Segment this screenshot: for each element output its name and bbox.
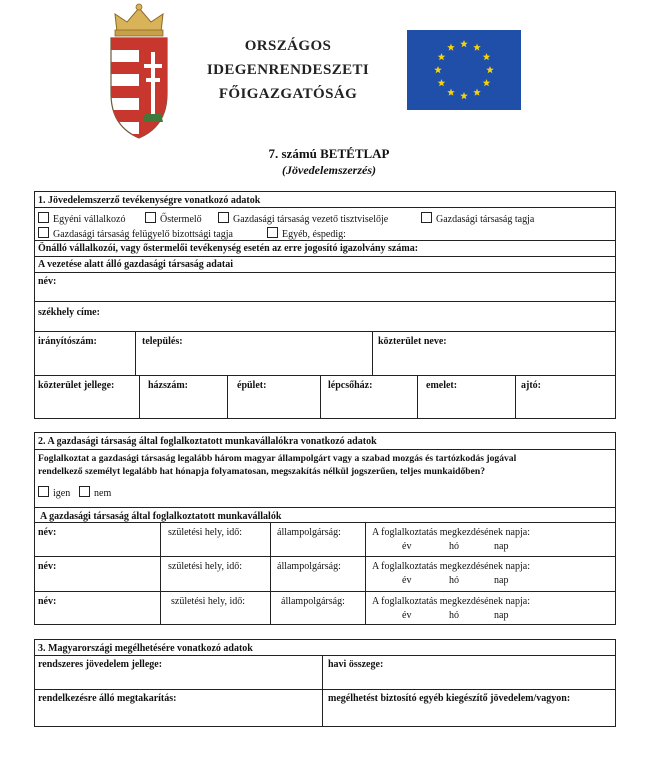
staircase-label: lépcsőház: xyxy=(328,380,373,391)
employee-name-label: név: xyxy=(38,561,57,572)
company-name-field[interactable] xyxy=(80,274,610,300)
option-label: Gazdasági társaság vezető tisztviselője xyxy=(233,214,389,225)
org-name-line2: IDEGENRENDESZETI xyxy=(206,62,370,78)
street-name-label: közterület neve: xyxy=(378,336,447,347)
checkbox-no[interactable] xyxy=(79,486,111,500)
option-label: igen xyxy=(53,488,71,499)
checkbox-company-member[interactable] xyxy=(421,212,534,226)
building-label: épület: xyxy=(237,380,267,391)
month-label: hó xyxy=(449,541,459,552)
checkbox-icon xyxy=(79,486,90,497)
option-label: Gazdasági társaság tagja xyxy=(436,214,535,225)
checkbox-icon xyxy=(421,212,432,223)
section2-heading: 2. A gazdasági társaság által foglalkoztatott munkavállalókra vonatkozó adatok xyxy=(38,436,377,447)
savings-label: rendelkezésre álló megtakarítás: xyxy=(38,693,177,704)
year-label: év xyxy=(402,610,412,621)
checkbox-company-executive[interactable] xyxy=(218,212,388,226)
month-label: hó xyxy=(449,575,459,586)
seat-address-field[interactable] xyxy=(120,303,610,329)
section1-heading: 1. Jövedelemszerző tevékenységre vonatkozó adatok xyxy=(38,195,261,206)
coat-of-arms-logo xyxy=(103,2,175,140)
monthly-amount-label: havi összege: xyxy=(328,659,384,670)
year-label: év xyxy=(402,575,412,586)
employment-question-line1: Foglalkoztat a gazdasági társaság legalább három magyar állampolgárt vagy a szabad mozgás és tartózkodás jogával xyxy=(38,453,517,464)
checkbox-primary-producer[interactable] xyxy=(145,212,202,226)
employee-name-label: név: xyxy=(38,596,57,607)
employment-question-line2: rendelkező személyt legalább hat hónapja folyamatosan, megszakítás nélkül jogszerűen, teljes munkaidőben? xyxy=(38,466,485,477)
house-number-label: házszám: xyxy=(148,380,188,391)
employment-start-label: A foglalkoztatás megkezdésének napja: xyxy=(372,596,530,607)
birth-place-date-label: születési hely, idő: xyxy=(168,561,243,572)
birth-place-date-label: születési hely, idő: xyxy=(168,527,243,538)
checkbox-icon xyxy=(38,486,49,497)
company-data-heading: A vezetése alatt álló gazdasági társaság adatai xyxy=(38,259,233,270)
checkbox-icon xyxy=(218,212,229,223)
day-label: nap xyxy=(494,541,509,552)
employees-heading: A gazdasági társaság által foglalkoztatott munkavállalók xyxy=(40,511,282,522)
zip-code-label: irányítószám: xyxy=(38,336,97,347)
org-name-line3: FŐIGAZGATÓSÁG xyxy=(218,86,358,102)
year-label: év xyxy=(402,541,412,552)
form-subtitle: (Jövedelemszerzés) xyxy=(282,163,376,177)
option-label: Gazdasági társaság felügyelő bizottsági tagja xyxy=(53,229,233,240)
street-type-label: közterület jellege: xyxy=(38,380,115,391)
option-label: Egyéb, éspedig: xyxy=(282,229,346,240)
day-label: nap xyxy=(494,610,509,621)
floor-label: emelet: xyxy=(426,380,458,391)
eu-flag-logo xyxy=(407,30,521,110)
org-name-line1: ORSZÁGOS xyxy=(244,38,332,54)
license-number-label: Önálló vállalkozói, vagy őstermelői tevékenység esetén az erre jogosító igazolvány száma: xyxy=(38,243,419,254)
birth-place-date-label: születési hely, idő: xyxy=(171,596,246,607)
form-title: 7. számú BETÉTLAP xyxy=(268,146,390,161)
checkbox-yes[interactable] xyxy=(38,486,70,500)
checkbox-icon xyxy=(38,227,49,238)
month-label: hó xyxy=(449,610,459,621)
checkbox-other[interactable] xyxy=(267,227,346,241)
other-income-label: megélhetést biztosító egyéb kiegészítő jövedelem/vagyon: xyxy=(328,693,571,704)
employment-start-label: A foglalkoztatás megkezdésének napja: xyxy=(372,527,530,538)
regular-income-label: rendszeres jövedelem jellege: xyxy=(38,659,163,670)
checkbox-icon xyxy=(145,212,156,223)
day-label: nap xyxy=(494,575,509,586)
city-label: település: xyxy=(142,336,183,347)
citizenship-label: állampolgárság: xyxy=(277,561,341,572)
employee-name-label: név: xyxy=(38,527,57,538)
checkbox-supervisory-board[interactable] xyxy=(38,227,233,241)
option-label: Egyéni vállalkozó xyxy=(53,214,126,225)
door-label: ajtó: xyxy=(521,380,541,391)
citizenship-label: állampolgárság: xyxy=(281,596,345,607)
checkbox-sole-trader[interactable] xyxy=(38,212,125,226)
option-label: Őstermelő xyxy=(160,214,202,225)
section3-heading: 3. Magyarországi megélhetésére vonatkozó adatok xyxy=(38,643,253,654)
checkbox-icon xyxy=(38,212,49,223)
seat-address-label: székhely címe: xyxy=(38,307,100,318)
option-label: nem xyxy=(94,488,112,499)
employment-start-label: A foglalkoztatás megkezdésének napja: xyxy=(372,561,530,572)
checkbox-icon xyxy=(267,227,278,238)
citizenship-label: állampolgárság: xyxy=(277,527,341,538)
company-name-label: név: xyxy=(38,276,57,287)
